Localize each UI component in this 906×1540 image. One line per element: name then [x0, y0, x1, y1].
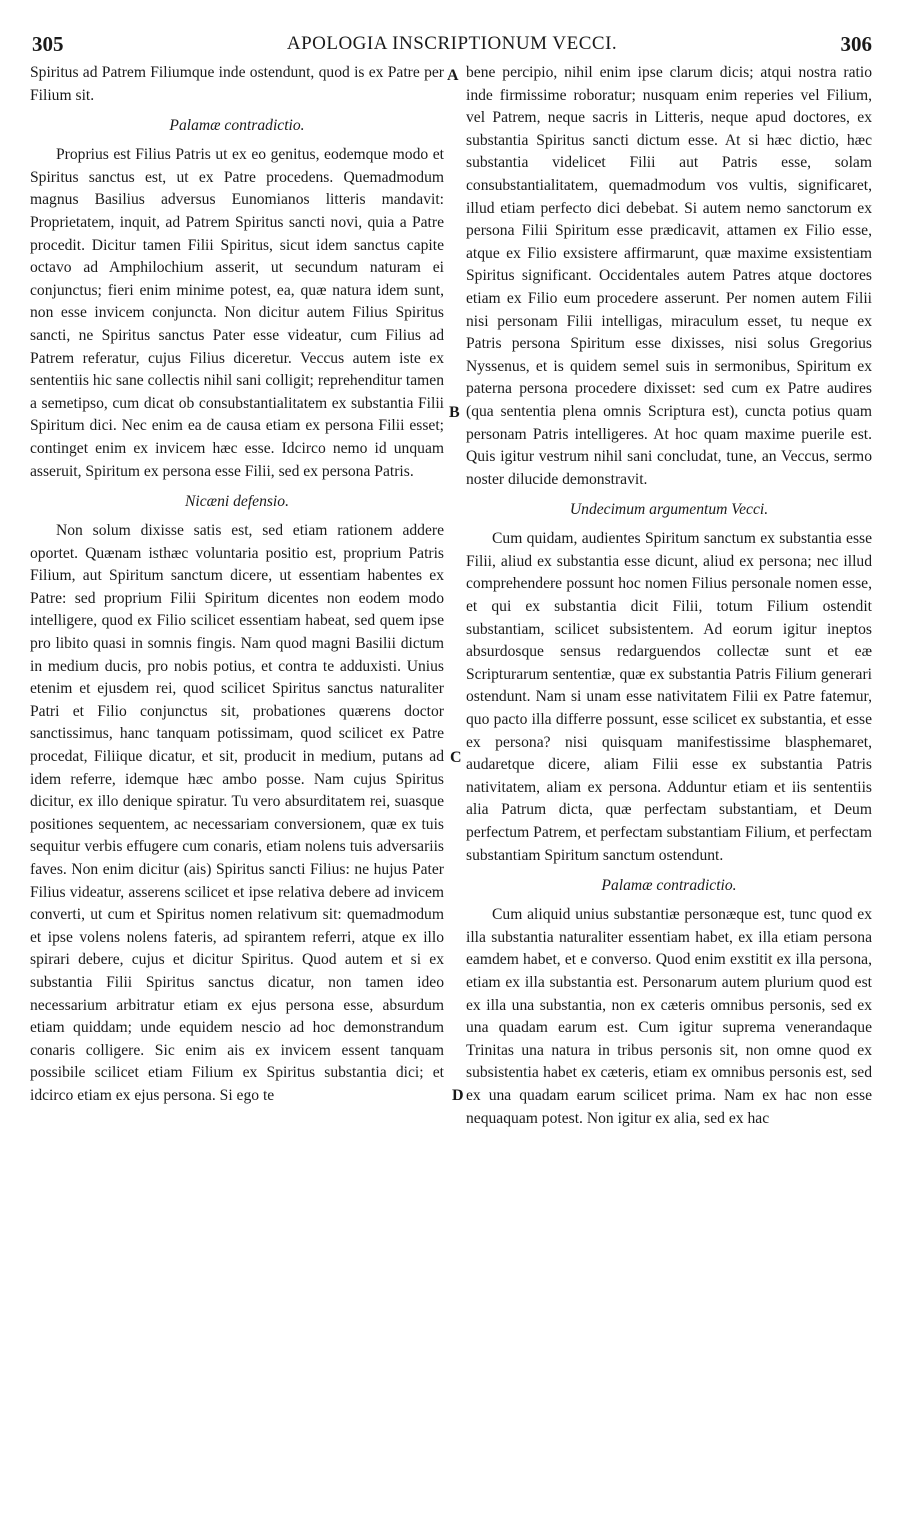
left-paragraph-1: Spiritus ad Patrem Filiumque inde ostendunt, quod is ex Patre per Filium sit. — [30, 64, 444, 104]
left-heading-nicaeni: Nicæni defensio. — [185, 493, 289, 511]
margin-marker-b: B — [449, 404, 460, 421]
page-header — [32, 32, 872, 62]
right-paragraph-3: Cum aliquid unius substantiæ personæque est, tunc quod ex illa substantia naturaliter essentiam habet, ex illa etiam persona eamdem habet, et e converso. Quod enim exstitit ex illa persona, etiam ex illa substantia est. Personarum autem plurium quod est ex illa una substantia, non ex cæteris omnibus personis, sed ex una quadam earum est. Cum igitur suprema venerandaque Trinitas una natura in tribus personis sit, non omne quod ex subsistentia habet ex cæteris, etiam ex omnibus personis est, sed ex una quadam earum scilicet prima. Nam ex hac non esse nequaquam potest. Non igitur ex alia, sed ex hac — [466, 906, 872, 1127]
margin-marker-c: C — [450, 749, 462, 766]
running-title: APOLOGIA INSCRIPTIONUM VECCI. — [286, 33, 618, 54]
page-number-left: 305 — [32, 32, 64, 56]
margin-marker-d: D — [452, 1087, 464, 1104]
left-paragraph-2: Proprius est Filius Patris ut ex eo genitus, eodemque modo et Spiritus sanctus est, ut ex Patre procedens. Quemadmodum magnus Basilius adversus Eunomianos litteris mandavit: Proprietatem, inquit, ad Patrem Spiritus sancti novi, quia a Patre procedit. Dicitur tamen Filii Spiritus, sicut idem sanctus capite octavo ad Amphilochium asserit, ut secundum naturam ei conjunctus; fieri enim minime potest, ea, quæ natura idem sunt, non esse invicem conjuncta. Non dicitur autem Filius Spiritus sancti, ne Spiritus sanctus Pater esse videatur, cum Filius ad Patrem referatur, cujus Filius diceretur. Veccus autem iste ex sententiis hic sane collectis nihil sani colligit; reprehenditur tamen a semetipso, cum dicat ob consubstantialitatem ex substantia Filii Spiritum dici. Nec enim ea de causa etiam ex persona Filii esset; continget enim ex invicem hæc esse. Idcirco nemo id unquam asseruit, Spiritum ex persona esse Filii, sed ex persona Patris. — [30, 146, 444, 480]
right-heading-palamae: Palamæ contradictio. — [601, 877, 737, 895]
right-paragraph-2: Cum quidam, audientes Spiritum sanctum ex substantia esse Filii, aliud ex substantia esse dicunt, aliud ex persona; nec illud comprehendere possunt hoc nomen Filius personale nomen esse, et qui ex substantia dicit Filii, totum Filium ostendit substantiam, scilicet subsistentem. Ad eorum igitur ineptos absurdosque sensus redarguendos collectæ sunt et eæ Scripturarum sententiæ, quæ ex substantia Patris Filium generari ostendunt. Nam si unam esse nativitatem Filii ex Patre fatemur, quo pacto illa differre possunt, esse scilicet ex substantia, et esse ex persona? nisi quisquam manifestissime blasphemaret, audaretque dicere, aliam Filii esse ex substantia Patris nativitatem, aliam ex persona. Adduntur etiam et iis sententiis alia Patrum dicta, quæ perfectam substantiam, et Deum perfectum Patrem, et perfectam substantiam Filium, et perfectam substantiam Spiritum sanctum ostendunt. — [466, 530, 872, 864]
right-column — [466, 62, 872, 1130]
left-heading-palamae: Palamæ contradictio. — [169, 117, 305, 135]
page-number-right: 306 — [840, 32, 872, 56]
left-paragraph-3: Non solum dixisse satis est, sed etiam rationem addere oportet. Quænam isthæc voluntaria positio est, proprium Patris Filium, aut Spiritum sanctum dicere, ut essentiam habentes ex Patre: sed proprium Filii Spiritum dicentes non eodem modo intelligere, quod ex Filio scilicet essentiam habeat, sed quem ipse pro libito quasi in somnis fingis. Nam quod magni Basilii dictum in medium ducis, pro nobis potius, et contra te adduxisti. Unius etenim et ejusdem rei, quod scilicet Spiritus sanctus naturaliter Patri et Filio conjunctus sit, probationes quærens doctor sanctissimus, hanc tanquam potissimam, quod scilicet ex Patre procedat, Filiique dicatur, et sit, producit in medium, putans ad idem referre, idemque hæc ambo posse. Nam cujus Spiritus dicitur, ex illo denique spiratur. Tu vero absurditatem rei, suasque positiones sequentem, ac necessariam conversionem, quæ ex tuis sequitur verbis effugere cum conaris, etiam nolens tuis adversariis faves. Non enim dicitur (ais) Spiritus sancti Filius: ne hujus Pater Filius videatur, asserens scilicet et ipse relativa debere ad invicem converti, ut cum et Spiritus nomen relativum sit: quemadmodum et ipse volens nolens fateris, ad spirantem referri, atque ex illo spirari debere, cujus et dicitur Spiritus. Quod autem et si ex substantia Filii Spiritus sanctus dicatur, non tamen ideo necessarium arbitratur etiam ex ejus persona esse, absurdum etiam quiddam; unde equidem nescio ad hoc demonstrandum conaris colligere. Sic enim ais ex invicem essent tanquam possibile scilicet etiam Filium ex Spiritus substantia dici; et idcirco etiam ex ejus persona. Si ego te — [30, 522, 444, 1104]
right-heading-undecimum: Undecimum argumentum Vecci. — [569, 501, 769, 519]
margin-marker-a: A — [447, 67, 459, 84]
right-paragraph-1: bene percipio, nihil enim ipse clarum dicis; atqui nostra ratio inde firmissime roboratur; nusquam enim reperies vel Filium, vel Patrem, neque sacris in Litteris, neque apud doctores, ex substantia Spiritus sancti dictum esse. At si hæc dictio, hæc substantia videlicet Filii aut Patris esse, solam consubstantialitatem, quemadmodum vos vultis, significaret, illud etiam perfecto dici debebat. Si autem nemo sanctorum ex persona Filii Spiritum esse prædicavit, attamen ex Filio esse, atque ex Filio exsistere affirmarunt, quæ maxime exsistentiam Spiritus significant. Occidentales autem Patres atque doctores etiam ex Filio eum procedere asserunt. Per nomen autem Filii nisi personam Filii intelligas, miraculum esset, tu neque ex Patris persona Spiritum esse dixisses, nisi solus Gregorius Nyssenus, et is quidem semel suis in sermonibus, Spiritum ex paterna persona procedere dixisset: sed cum ex Patre audires (qua sententia plena omnis Scriptura est), cuncta potius quam personam Patris intelligeres. At hoc quam maxime puerile est. Quis igitur vestrum nihil sani concludat, tune, an Veccus, sermo noster dilucide demonstravit. — [466, 64, 872, 488]
left-column — [30, 62, 444, 1108]
